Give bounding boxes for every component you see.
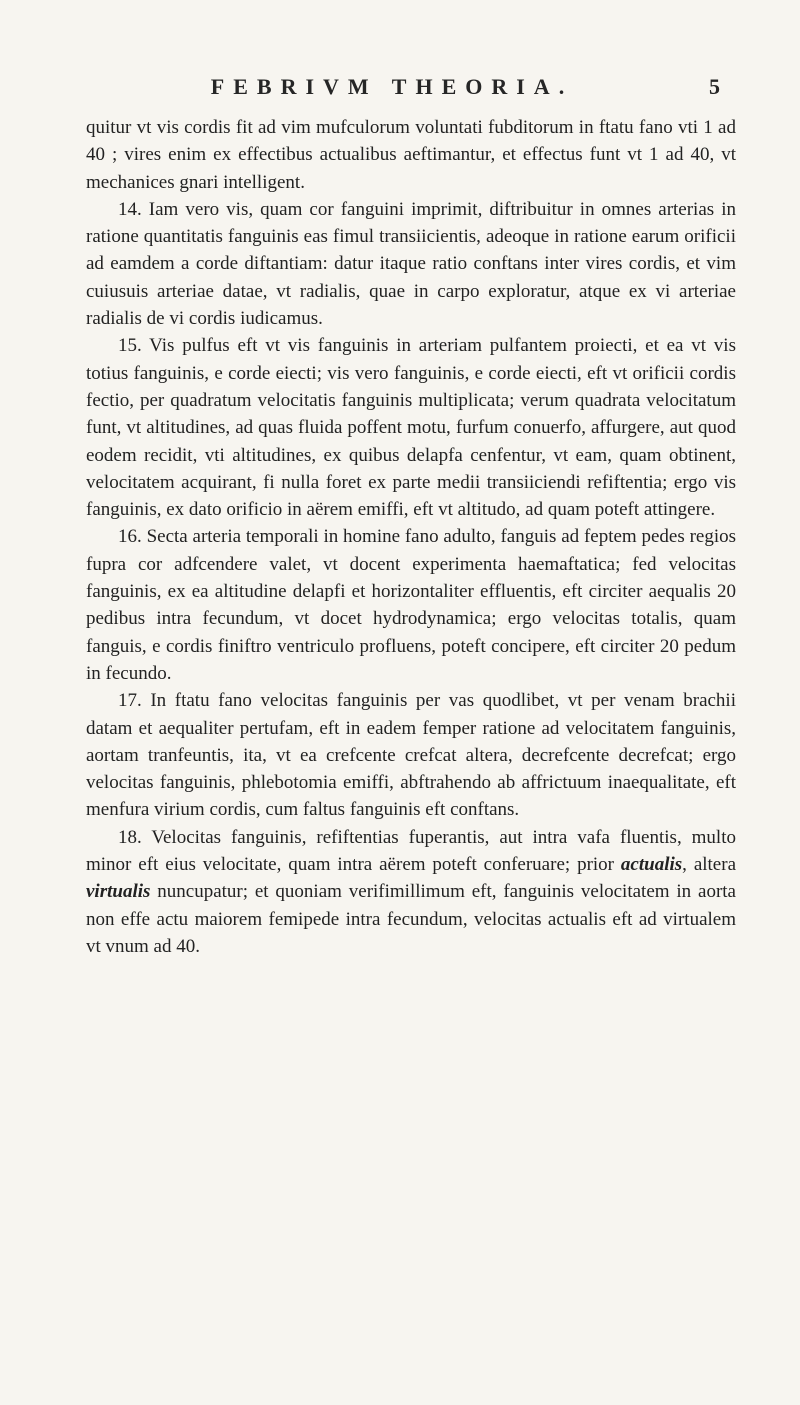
paragraph-16 bbox=[86, 523, 736, 687]
paragraph-number: 14. bbox=[118, 198, 142, 220]
paragraph-text: Velocitas fanguinis, refiftentias fuperantis, aut intra vafa fluentis, multo minor eft eius velocitate, quam intra aërem poteft conferuare; prior bbox=[86, 826, 736, 876]
paragraph-number: 15. bbox=[118, 335, 142, 357]
paragraph-text: quitur vt vis cordis fit ad vim mufculorum voluntati fubditorum in ftatu fano vti 1 ad 40 ; vires enim ex effectibus actualibus aeftimantur, et effectus funt vt 1 ad 40, vt mechanices gnari intelligent. bbox=[86, 117, 736, 193]
paragraph-text: Vis pulfus eft vt vis fanguinis in arteriam pulfantem proiecti, et ea vt vis totius fanguinis, e corde eiecti; vis vero fanguinis, e corde eiecti, eft vt orificii cordis fectio, per quadratum velocitatis fanguinis multiplicata; verum quadrata velocitatum funt, vt altitudines, ad quas fluida poffent motu, furfum conuerfo, affurgere, aut quod eodem recidit, vti altitudines, ex quibus delapfa cenfentur, vt eam, quam obtinent, velocitatem acquirant, fi nulla foret ex parte medii transiiciendi refiftentia; ergo vis fanguinis, ex dato orificio in aërem emiffi, eft vt altitudo, ad quam poteft attingere. bbox=[86, 335, 736, 521]
paragraph-text: , altera bbox=[682, 854, 737, 876]
paragraph-18 bbox=[86, 824, 736, 960]
body-text bbox=[86, 114, 736, 960]
paragraph-text: In ftatu fano velocitas fanguinis per vas quodlibet, vt per venam brachii datam et aequaliter pertufam, eft in eadem femper ratione ad velocitatem fanguinis, aortam tranfeuntis, ita, vt ea crefcente crefcat altera, decrefcente decrefcat; ergo velocitas fanguinis, phlebotomia emiffi, abftrahendo ab affrictuum inaequalitate, eft menfura virium cordis, cum faltus fanguinis eft conftans. bbox=[86, 690, 736, 821]
paragraph-number: 16. bbox=[118, 526, 142, 548]
paragraph-text: Iam vero vis, quam cor fanguini imprimit, diftribuitur in omnes arterias in ratione quantitatis fanguinis eas fimul transiicientis, adeoque in ratione earum orificii ad eamdem a corde diftantiam: datur itaque ratio conftans inter vires cordis, et vim cuiusuis arteriae datae, vt radialis, quae in carpo exploratur, atque ex vi arteriae radialis de vi cordis iudicamus. bbox=[86, 198, 736, 330]
italic-term-virtualis: virtualis bbox=[86, 881, 151, 903]
paragraph-text: nuncupatur; et quoniam verifimillimum eft, fanguinis velocitatem in aorta non effe actu maiorem femipede intra fecundum, velocitas actualis eft ad virtualem vt vnum ad 40. bbox=[86, 881, 736, 957]
italic-term-actualis: actualis bbox=[620, 854, 683, 876]
paragraph-14 bbox=[86, 196, 736, 332]
paragraph-17 bbox=[86, 687, 736, 823]
paragraph-continued bbox=[86, 114, 736, 196]
page-number: 5 bbox=[709, 74, 720, 99]
paragraph-text: Secta arteria temporali in homine fano adulto, fanguis ad feptem pedes regios fupra cor adfcendere valet, vt docent experimenta haemaftatica; fed velocitas fanguinis, ex ea altitudine delapfi et horizontaliter effluentis, eft circiter aequalis 20 pedibus intra fecundum, vt docet hydrodynamica; ergo velocitas totalis, quam fanguis, e cordis finiftro ventriculo profluens, poteft concipere, eft circiter 20 pedum in fecundo. bbox=[86, 526, 737, 684]
paragraph-15 bbox=[86, 332, 736, 523]
paragraph-number: 18. bbox=[118, 826, 142, 848]
paragraph-number: 17. bbox=[118, 690, 142, 712]
running-head: FEBRIVM THEORIA. bbox=[210, 74, 574, 99]
